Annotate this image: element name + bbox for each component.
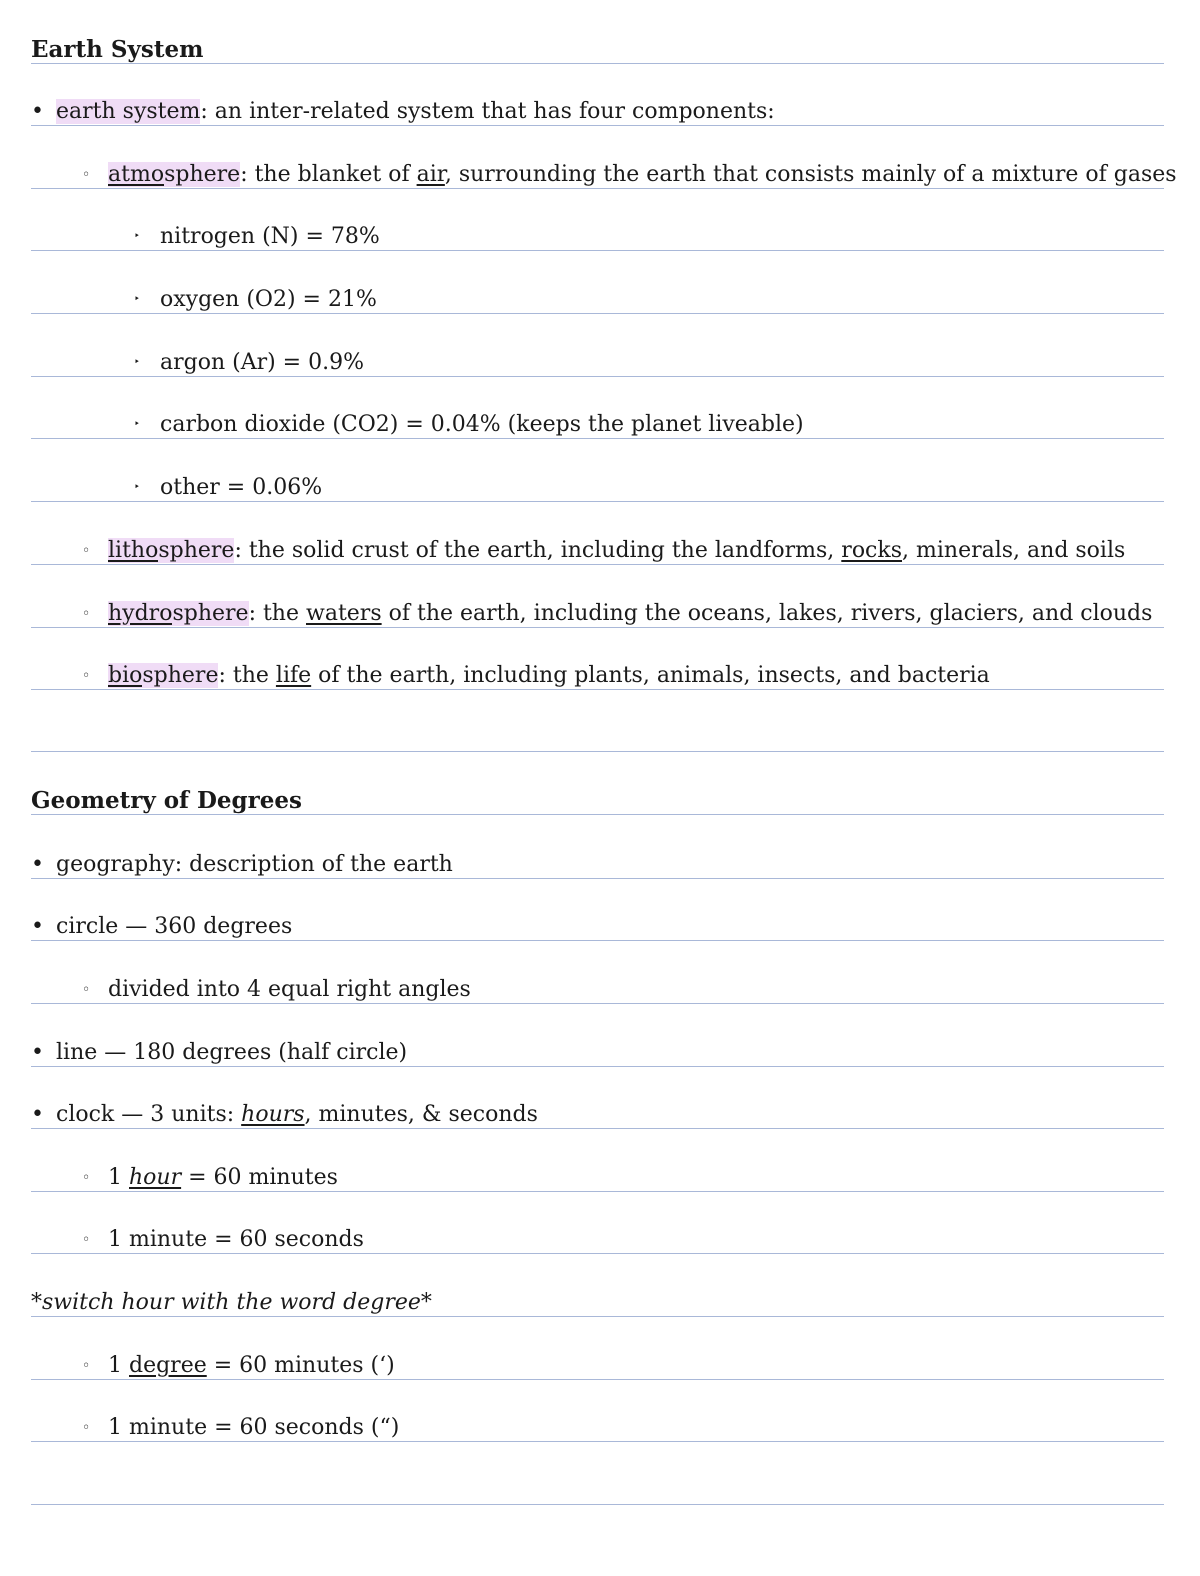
note-text: : an inter-related system that has four components:	[200, 99, 775, 124]
note-item	[31, 1286, 432, 1320]
note-item	[56, 848, 453, 882]
underlined-term: hour	[129, 1165, 182, 1190]
note-item	[56, 95, 775, 129]
note-text: of the earth, including the oceans, lakes, rivers, glaciers, and clouds	[381, 601, 1153, 626]
underlined-term: air	[416, 162, 445, 187]
bullet-level-2: ◦	[82, 1232, 91, 1248]
note-item	[56, 1036, 407, 1070]
note-text: of the earth, including plants, animals, insects, and bacteria	[311, 663, 990, 688]
highlighted-term: sphere	[172, 601, 249, 626]
note-text: 1 minute = 60 seconds	[108, 1227, 364, 1252]
bullet-level-2: ◦	[82, 1170, 91, 1186]
note-text: geography: description of the earth	[56, 852, 453, 877]
highlighted-term: earth system	[56, 99, 201, 124]
note-text: 1	[108, 1165, 129, 1190]
note-text: oxygen (O2) = 21%	[160, 287, 377, 312]
note-text: divided into 4 equal right angles	[108, 977, 471, 1002]
note-item	[160, 346, 364, 380]
note-text: = 60 minutes (‘)	[206, 1353, 395, 1378]
note-text: other = 0.06%	[160, 475, 323, 500]
note-item	[56, 1098, 538, 1132]
section-title: Geometry of Degrees	[31, 787, 302, 814]
underlined-term: rocks	[841, 538, 903, 563]
underlined-term: degree	[129, 1353, 207, 1378]
highlighted-term: atmo	[108, 162, 165, 187]
bullet-level-3: ‣	[134, 482, 140, 493]
highlighted-term: sphere	[164, 162, 241, 187]
note-item	[108, 1161, 338, 1195]
note-text: = 60 minutes	[181, 1165, 338, 1190]
note-item	[108, 659, 990, 693]
underlined-term: waters	[306, 601, 382, 626]
note-text: carbon dioxide (CO2) = 0.04% (keeps the planet liveable)	[160, 412, 804, 437]
note-item	[160, 471, 322, 505]
note-item	[160, 283, 377, 317]
note-item	[108, 1223, 364, 1257]
note-item	[108, 973, 471, 1007]
bullet-level-1: •	[31, 852, 44, 877]
note-text: *switch hour with the word degree*	[31, 1290, 432, 1315]
bullet-level-2: ◦	[82, 167, 91, 183]
underlined-term: hours	[241, 1102, 305, 1127]
bullet-level-2: ◦	[82, 668, 91, 684]
bullet-level-3: ‣	[134, 231, 140, 242]
ruled-line	[31, 751, 1164, 752]
note-item	[108, 1349, 395, 1383]
section-title: Earth System	[31, 36, 204, 63]
note-item	[108, 158, 1177, 192]
note-text: 1 minute = 60 seconds (“)	[108, 1415, 400, 1440]
note-item	[108, 534, 1125, 568]
note-text: argon (Ar) = 0.9%	[160, 350, 365, 375]
note-text: 1	[108, 1353, 129, 1378]
note-text: , minutes, & seconds	[304, 1102, 538, 1127]
highlighted-term: litho	[108, 538, 159, 563]
bullet-level-1: •	[31, 99, 44, 124]
bullet-level-1: •	[31, 1040, 44, 1065]
note-text: circle — 360 degrees	[56, 914, 293, 939]
highlighted-term: hydro	[108, 601, 173, 626]
note-text: : the	[218, 663, 276, 688]
note-text: , minerals, and soils	[902, 538, 1126, 563]
bullet-level-1: •	[31, 914, 44, 939]
ruled-line	[31, 1504, 1164, 1505]
note-item	[160, 408, 804, 442]
bullet-level-3: ‣	[134, 357, 140, 368]
note-text: clock — 3 units:	[56, 1102, 242, 1127]
bullet-level-1: •	[31, 1102, 44, 1127]
bullet-level-2: ◦	[82, 543, 91, 559]
note-text: , surrounding the earth that consists mainly of a mixture of gases	[444, 162, 1177, 187]
note-text: : the	[248, 601, 306, 626]
bullet-level-2: ◦	[82, 606, 91, 622]
highlighted-term: bio	[108, 663, 143, 688]
note-item	[56, 910, 292, 944]
note-text: : the solid crust of the earth, including the landforms,	[234, 538, 842, 563]
highlighted-term: sphere	[158, 538, 235, 563]
note-item	[108, 1411, 399, 1445]
note-text: nitrogen (N) = 78%	[160, 224, 380, 249]
bullet-level-3: ‣	[134, 419, 140, 430]
note-item	[160, 220, 380, 254]
note-text: line — 180 degrees (half circle)	[56, 1040, 408, 1065]
bullet-level-2: ◦	[82, 982, 91, 998]
bullet-level-2: ◦	[82, 1420, 91, 1436]
highlighted-term: sphere	[142, 663, 219, 688]
bullet-level-3: ‣	[134, 294, 140, 305]
note-text: : the blanket of	[240, 162, 417, 187]
underlined-term: life	[275, 663, 312, 688]
bullet-level-2: ◦	[82, 1358, 91, 1374]
note-item	[108, 597, 1152, 631]
